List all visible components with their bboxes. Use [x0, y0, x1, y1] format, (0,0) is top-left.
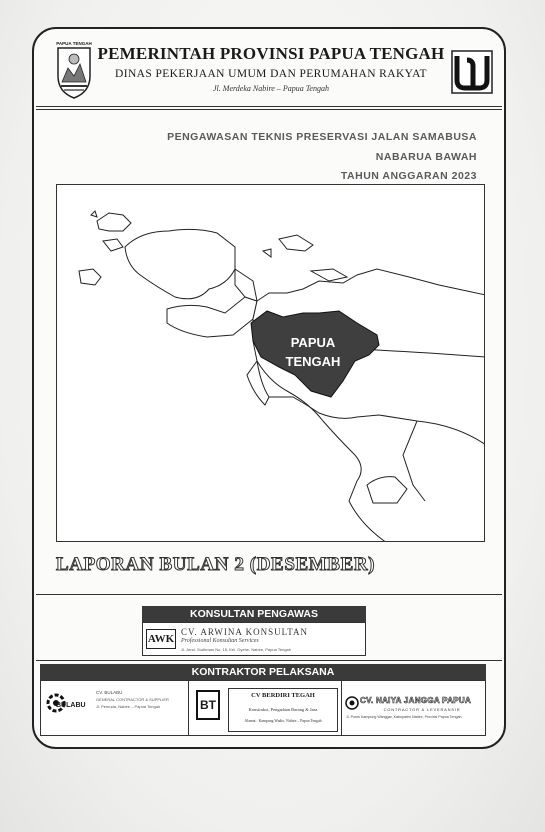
company1-name: CV. BULABU: [96, 690, 123, 695]
bulabu-logo-text: BULABU: [56, 702, 86, 709]
map-island: [263, 249, 271, 257]
report-title: LAPORAN BULAN 2 (DESEMBER): [56, 554, 376, 575]
company2-name: CV BERDIRI TEGAH: [251, 692, 315, 699]
map-island: [91, 211, 97, 217]
header-divider: [36, 106, 502, 107]
project-title-line2: NABARUA BAWAH: [375, 151, 477, 163]
awk-logo-icon: [146, 629, 176, 649]
province-emblem: [54, 42, 94, 100]
header-divider-thin: [36, 109, 502, 110]
map-birds-head: [125, 229, 235, 298]
agency-address: Jl. Merdeka Nabire – Papua Tengah: [213, 84, 329, 93]
map-island: [97, 213, 131, 231]
project-title-line3: TAHUN ANGGARAN 2023: [340, 170, 477, 182]
consultant-name: CV. ARWINA KONSULTAN: [181, 627, 309, 637]
consultant-box: [142, 622, 366, 656]
consultant-heading: KONSULTAN PENGAWAS: [142, 606, 366, 622]
consultant-address: Jl. Jend. Sudirman No. 15, Kel. Oyehe, Nabire, Papua Tengah: [181, 647, 291, 652]
agency-subtitle: DINAS PEKERJAAN UMUM DAN PERUMAHAN RAKYAT: [115, 68, 427, 80]
consultant-divider: [36, 660, 502, 661]
company3-address: Jl. Poros Kampung Wanggar, Kabupaten Nabire, Provinsi Papua Tengah: [346, 715, 462, 719]
map-bomberai: [167, 297, 257, 337]
emblem-caption: PAPUA TENGAH: [56, 41, 92, 46]
map-mainland: [253, 269, 485, 542]
map-island: [79, 269, 101, 285]
company3-name: CV. NAIYA JANGGA PAPUA: [360, 696, 472, 705]
project-title-line1: PENGAWASAN TEKNIS PRESERVASI JALAN SAMABUSA: [167, 131, 477, 143]
region-map: [56, 184, 485, 542]
company3-desc: CONTRACTOR & LEVERANSIR: [383, 707, 461, 712]
company1-address: Jl. Pemuda, Nabire – Papua Tengah: [96, 704, 161, 709]
report-divider: [36, 594, 502, 595]
contractor-divider-2: [341, 680, 342, 736]
company2-card: [228, 688, 338, 732]
company1-desc: GENERAL CONTRACTOR & SUPPLIER: [96, 697, 169, 702]
bulabu-logo-icon: [44, 690, 92, 722]
map-island-yapen: [279, 235, 313, 251]
pupr-logo-icon: [451, 50, 493, 94]
contractor-divider-1: [188, 680, 189, 736]
naiya-logo-icon: [345, 696, 359, 710]
company2-address: Alamat : Kampung Wadio, Nabire – Papua Tengah: [244, 719, 322, 723]
map-neck: [235, 269, 257, 301]
bt-logo-text: BT: [200, 698, 216, 712]
agency-title: PEMERINTAH PROVINSI PAPUA TENGAH: [97, 44, 445, 63]
bt-logo-icon: [196, 690, 220, 720]
region-label-line1: PAPUA: [290, 335, 336, 350]
map-island: [103, 239, 123, 251]
consultant-tagline: Professional Konsultan Services: [181, 638, 259, 644]
contractor-heading: KONTRAKTOR PELAKSANA: [40, 664, 486, 680]
map-island: [311, 269, 347, 281]
papua-map-drawing: [57, 185, 485, 542]
awk-logo-text: AWK: [147, 633, 175, 645]
letterhead: [36, 32, 502, 108]
region-label-line2: TENGAH: [285, 354, 341, 369]
company2-desc: Konstruksi, Pengadaan Barang & Jasa: [248, 707, 318, 712]
